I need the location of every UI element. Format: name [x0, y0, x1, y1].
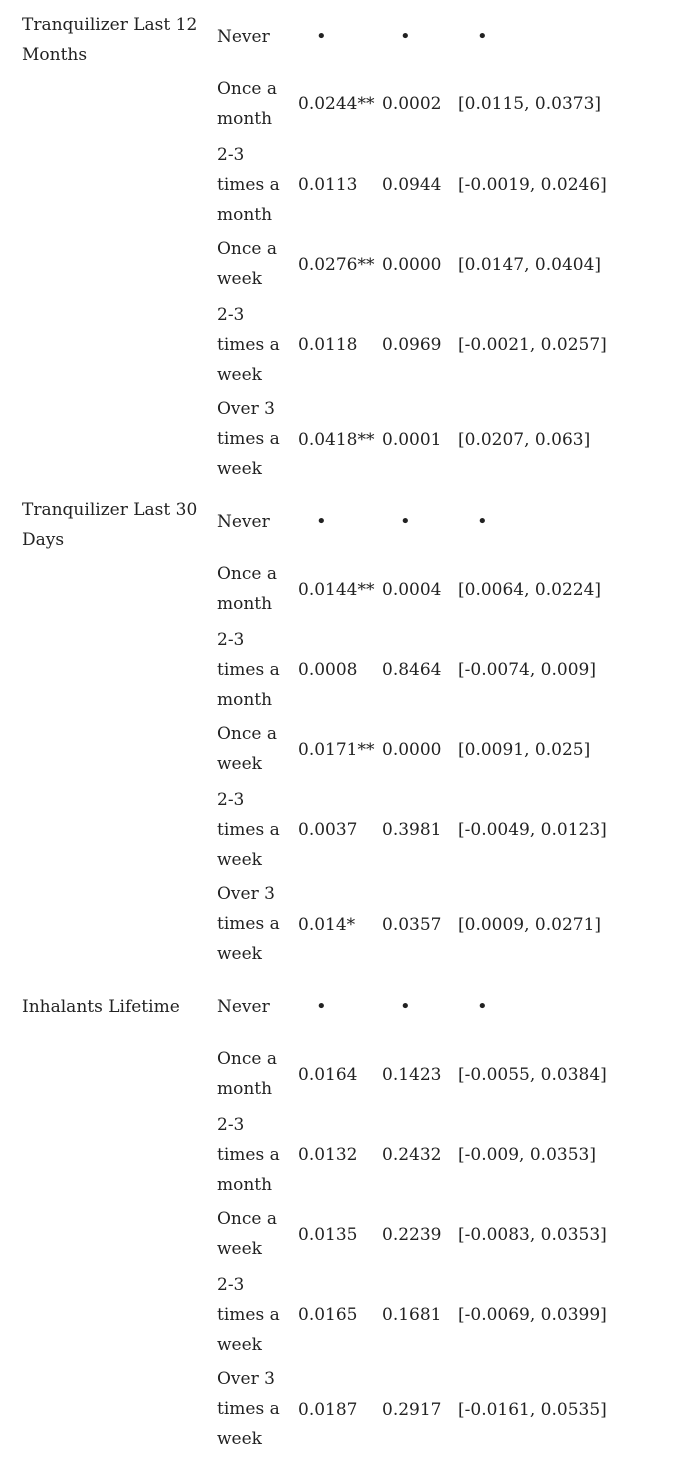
- category-label: Never: [217, 512, 270, 532]
- p-value-cell: 0.0001: [382, 430, 442, 450]
- category-label: 2-3 times a month: [217, 1115, 280, 1195]
- ci-cell: [0.0009, 0.0271]: [458, 915, 602, 935]
- category-label: Once a week: [217, 724, 278, 774]
- coef-cell: •: [316, 511, 327, 532]
- category-label: Once a month: [217, 79, 278, 129]
- p-value-cell: 0.1681: [382, 1305, 442, 1325]
- p-value-cell: •: [400, 996, 411, 1017]
- ci-cell: [0.0064, 0.0224]: [458, 580, 602, 600]
- p-value-cell: 0.0004: [382, 580, 442, 600]
- p-value-cell: 0.3981: [382, 820, 442, 840]
- category-label: Never: [217, 997, 270, 1017]
- p-value-cell: 0.0969: [382, 335, 442, 355]
- coef-cell: 0.0118: [298, 335, 358, 355]
- ci-cell: [-0.0055, 0.0384]: [458, 1065, 607, 1085]
- ci-cell: •: [477, 511, 488, 532]
- category-label: Over 3 times a week: [217, 399, 280, 479]
- coef-cell: 0.014*: [298, 915, 356, 935]
- p-value-cell: 0.0357: [382, 915, 442, 935]
- ci-cell: •: [477, 26, 488, 47]
- coef-cell: •: [316, 26, 327, 47]
- category-label: 2-3 times a week: [217, 790, 280, 870]
- coef-cell: 0.0144**: [298, 580, 375, 600]
- p-value-cell: 0.8464: [382, 660, 442, 680]
- ci-cell: •: [477, 996, 488, 1017]
- ci-cell: [-0.0069, 0.0399]: [458, 1305, 607, 1325]
- category-label: Once a week: [217, 239, 278, 289]
- p-value-cell: 0.2917: [382, 1400, 442, 1420]
- p-value-cell: 0.2432: [382, 1145, 442, 1165]
- category-label: 2-3 times a week: [217, 1275, 280, 1355]
- ci-cell: [-0.0049, 0.0123]: [458, 820, 607, 840]
- coef-cell: 0.0037: [298, 820, 358, 840]
- variable-label: Tranquilizer Last 12 Months: [22, 15, 198, 65]
- category-label: Once a week: [217, 1209, 278, 1259]
- ci-cell: [0.0147, 0.0404]: [458, 255, 602, 275]
- p-value-cell: •: [400, 511, 411, 532]
- coef-cell: 0.0187: [298, 1400, 358, 1420]
- coef-cell: •: [316, 996, 327, 1017]
- category-label: 2-3 times a month: [217, 145, 280, 225]
- p-value-cell: •: [400, 26, 411, 47]
- category-label: Once a month: [217, 1049, 278, 1099]
- coef-cell: 0.0113: [298, 175, 358, 195]
- coef-cell: 0.0276**: [298, 255, 375, 275]
- ci-cell: [-0.0083, 0.0353]: [458, 1225, 607, 1245]
- p-value-cell: 0.0000: [382, 740, 442, 760]
- p-value-cell: 0.0944: [382, 175, 442, 195]
- ci-cell: [-0.0161, 0.0535]: [458, 1400, 607, 1420]
- ci-cell: [0.0091, 0.025]: [458, 740, 591, 760]
- coef-cell: 0.0244**: [298, 94, 375, 114]
- category-label: 2-3 times a week: [217, 305, 280, 385]
- ci-cell: [0.0207, 0.063]: [458, 430, 591, 450]
- ci-cell: [-0.0019, 0.0246]: [458, 175, 607, 195]
- ci-cell: [-0.0021, 0.0257]: [458, 335, 607, 355]
- p-value-cell: 0.0002: [382, 94, 442, 114]
- p-value-cell: 0.0000: [382, 255, 442, 275]
- coef-cell: 0.0008: [298, 660, 358, 680]
- coef-cell: 0.0171**: [298, 740, 375, 760]
- ci-cell: [-0.009, 0.0353]: [458, 1145, 596, 1165]
- coef-cell: 0.0418**: [298, 430, 375, 450]
- p-value-cell: 0.2239: [382, 1225, 442, 1245]
- variable-label: Tranquilizer Last 30 Days: [22, 500, 198, 550]
- ci-cell: [0.0115, 0.0373]: [458, 94, 602, 114]
- category-label: Over 3 times a week: [217, 1369, 280, 1449]
- category-label: Never: [217, 27, 270, 47]
- coef-cell: 0.0132: [298, 1145, 358, 1165]
- category-label: 2-3 times a month: [217, 630, 280, 710]
- ci-cell: [-0.0074, 0.009]: [458, 660, 596, 680]
- category-label: Over 3 times a week: [217, 884, 280, 964]
- coef-cell: 0.0135: [298, 1225, 358, 1245]
- p-value-cell: 0.1423: [382, 1065, 442, 1085]
- coef-cell: 0.0165: [298, 1305, 358, 1325]
- variable-label: Inhalants Lifetime: [22, 997, 180, 1017]
- category-label: Once a month: [217, 564, 278, 614]
- coef-cell: 0.0164: [298, 1065, 358, 1085]
